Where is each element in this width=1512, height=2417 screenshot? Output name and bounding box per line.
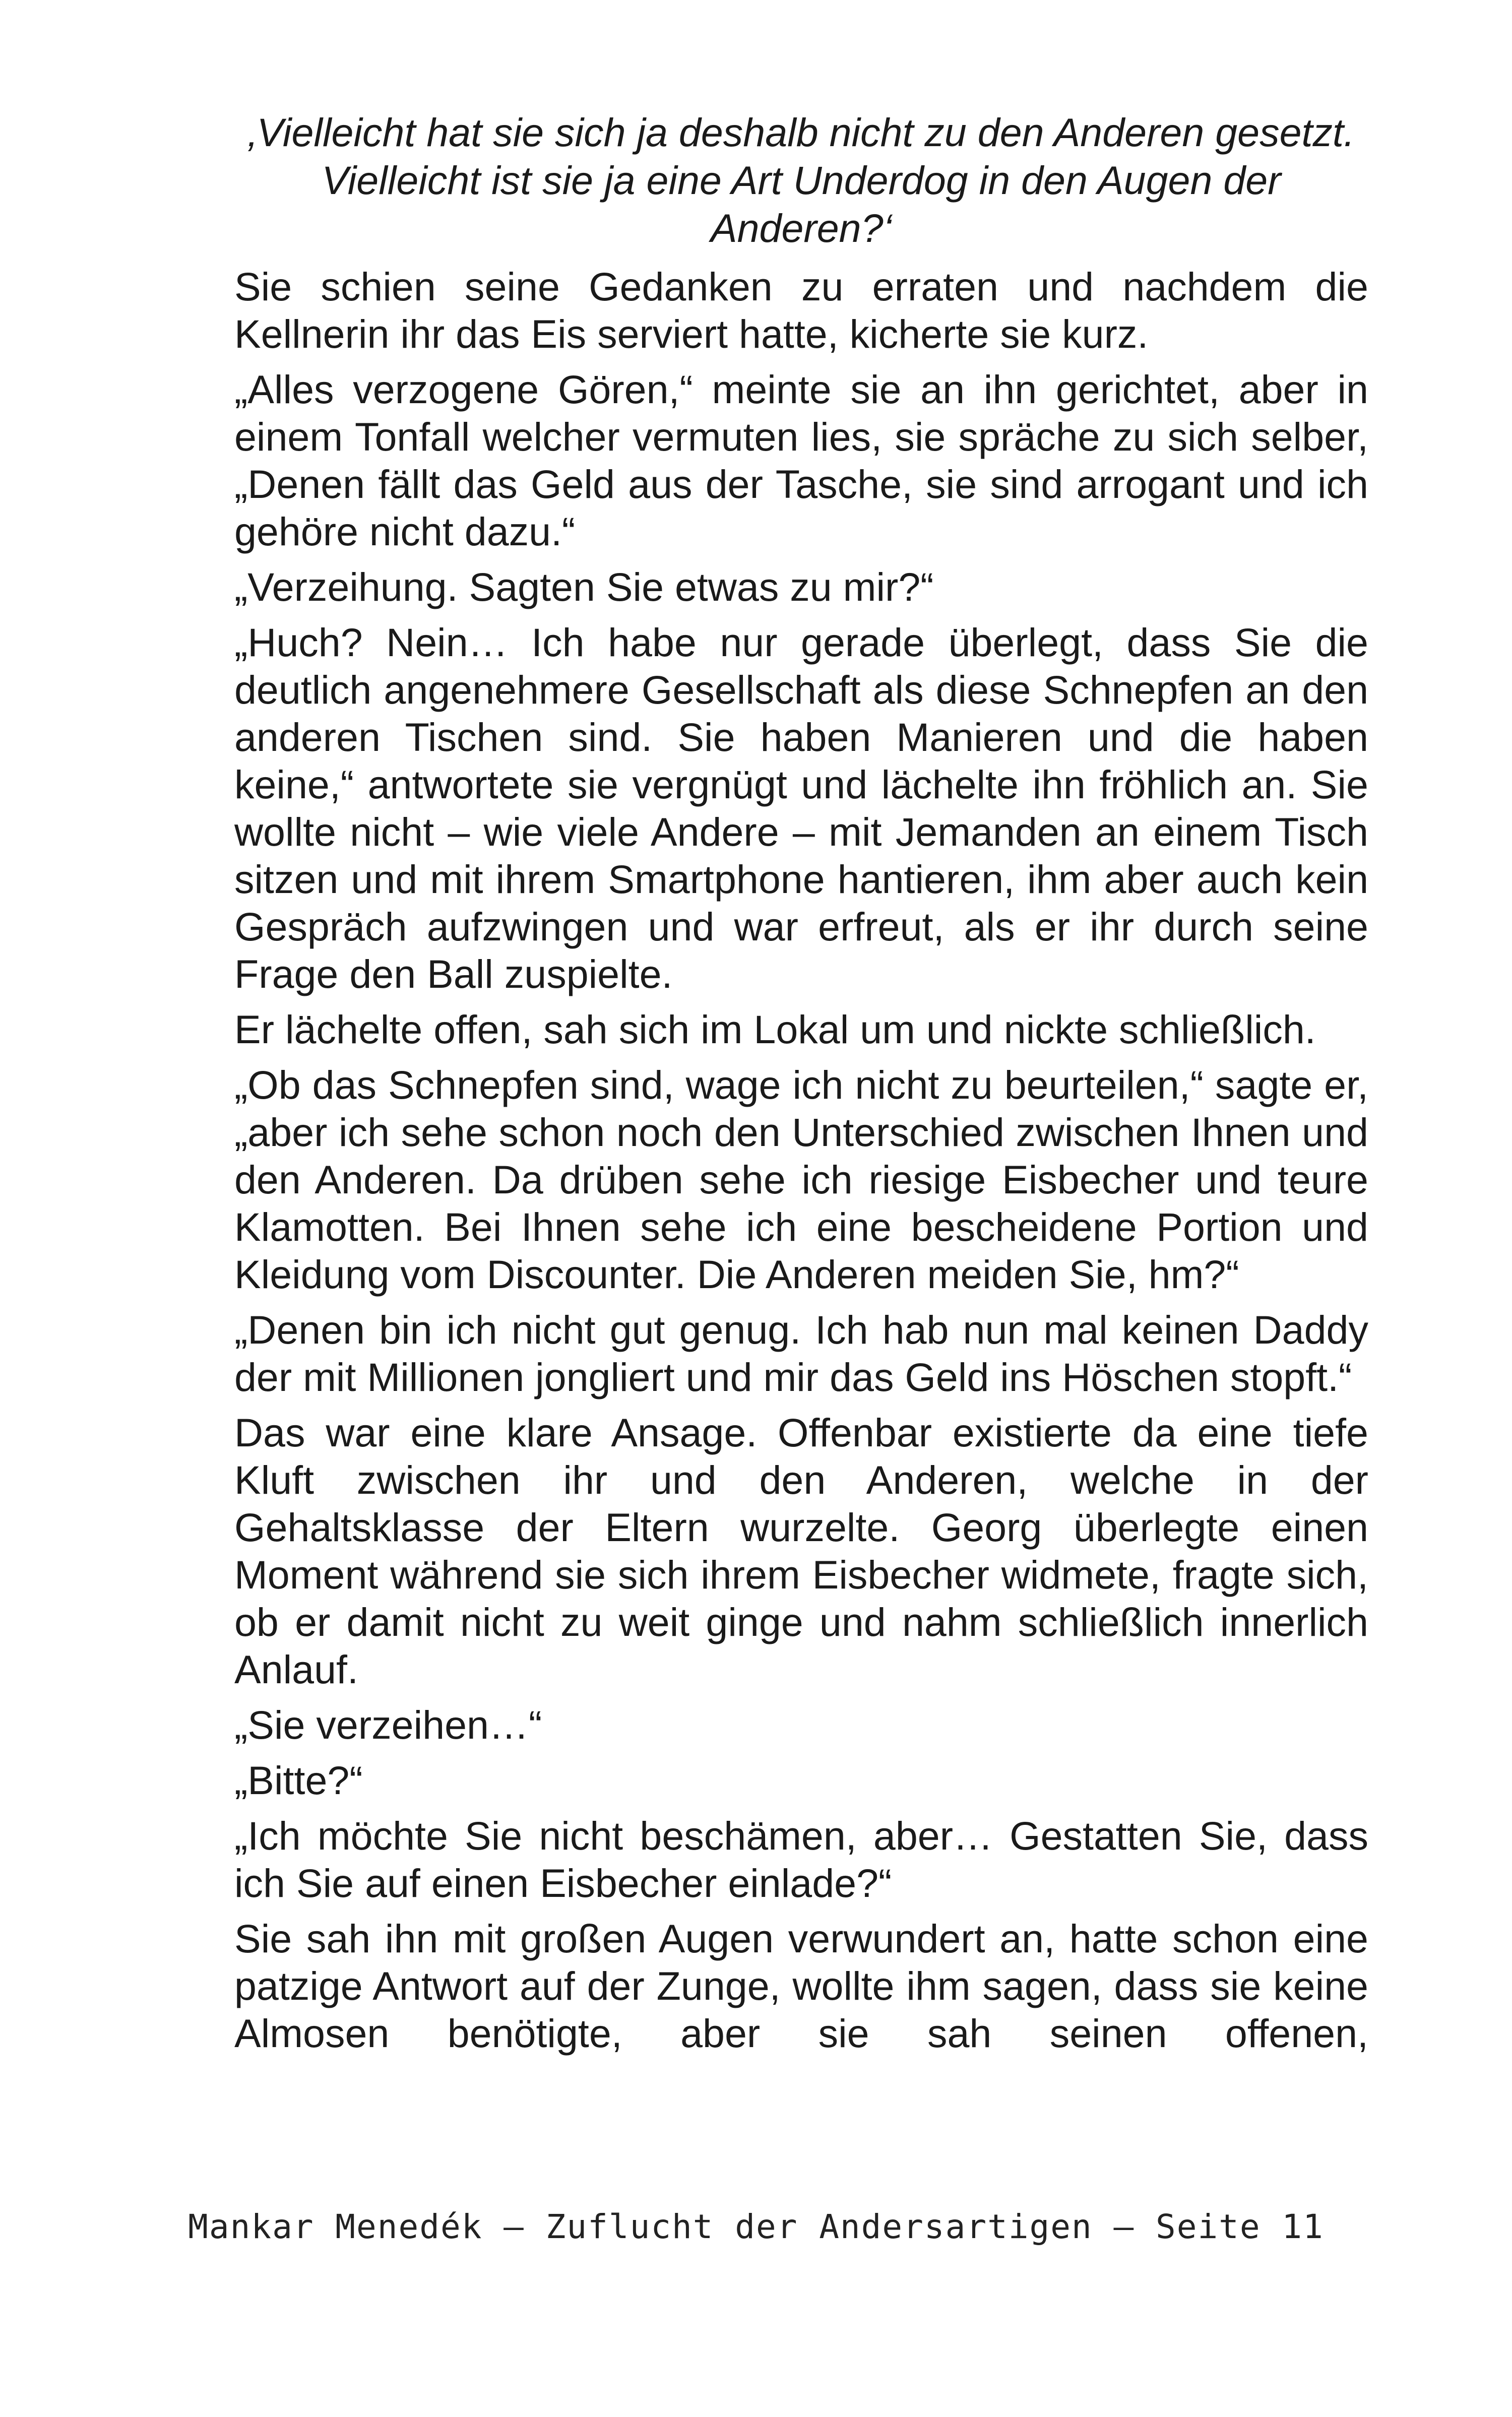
page-body [234,108,1368,2065]
paragraph-1: Sie schien seine Gedanken zu erraten und nachdem die Kellnerin ihr das Eis serviert hatte, kicherte sie kurz. [234,264,1368,356]
paragraph-6: „Ob das Schnepfen sind, wage ich nicht zu beurteilen,“ sagte er, „aber ich sehe schon noch den Unterschied zwischen Ihnen und den Anderen. Da drüben sehe ich riesige Eisbecher und teure Klamotten. Bei Ihnen sehe ich eine bescheidene Portion und Kleidung vom Discounter. Die Anderen meiden Sie, hm?“ [234,1062,1368,1297]
paragraph-7: „Denen bin ich nicht gut genug. Ich hab nun mal keinen Daddy der mit Millionen jongliert und mir das Geld ins Höschen stopft.“ [234,1307,1368,1400]
paragraph-10: „Bitte?“ [234,1758,363,1803]
paragraph-11: „Ich möchte Sie nicht beschämen, aber… Gestatten Sie, dass ich Sie auf einen Eisbecher einlade?“ [234,1813,1368,1905]
paragraph-8: Das war eine klare Ansage. Offenbar existierte da eine tiefe Kluft zwischen ihr und den Anderen, welche in der Gehaltsklasse der Eltern wurzelte. Georg überlegte einen Moment während sie sich ihrem Eisbecher widmete, fragte sich, ob er damit nicht zu weit ginge und nahm schließlich innerlich Anlauf. [234,1410,1368,1692]
paragraph-2: „Alles verzogene Gören,“ meinte sie an ihn gerichtet, aber in einem Tonfall welcher vermuten lies, sie spräche zu sich selber, „Denen fällt das Geld aus der Tasche, sie sind arrogant und ich gehöre nicht dazu.“ [234,367,1368,554]
page-footer: Mankar Menedék – Zuflucht der Andersartigen – Seite 11 [188,2207,1324,2246]
paragraph-4: „Huch? Nein… Ich habe nur gerade überlegt, dass Sie die deutlich angenehmere Gesellschaft als diese Schnepfen an den anderen Tischen sind. Sie haben Manieren und die haben keine,“ antwortete sie vergnügt und lächelte ihn fröhlich an. Sie wollte nicht – wie viele Andere – mit Jemanden an einem Tisch sitzen und mit ihrem Smartphone hantieren, ihm aber auch kein Gespräch aufzwingen und war erfreut, als er ihr durch seine Frage den Ball zuspielte. [234,620,1368,996]
paragraph-5: Er lächelte offen, sah sich im Lokal um und nickte schließlich. [234,1007,1316,1052]
paragraph-9: „Sie verzeihen…“ [234,1702,542,1747]
paragraph-3: „Verzeihung. Sagten Sie etwas zu mir?“ [234,564,934,609]
paragraph-12: Sie sah ihn mit großen Augen verwundert an, hatte schon eine patzige Antwort auf der Zunge, wollte ihm sagen, dass sie keine Almosen benötigte, aber sie sah seinen offenen, [234,1916,1368,2056]
italic-thought: ‚Vielleicht hat sie sich ja deshalb nicht zu den Anderen gesetzt. Vielleicht ist sie ja eine Art Underdog in den Augen der Anderen?‘ [248,110,1355,250]
